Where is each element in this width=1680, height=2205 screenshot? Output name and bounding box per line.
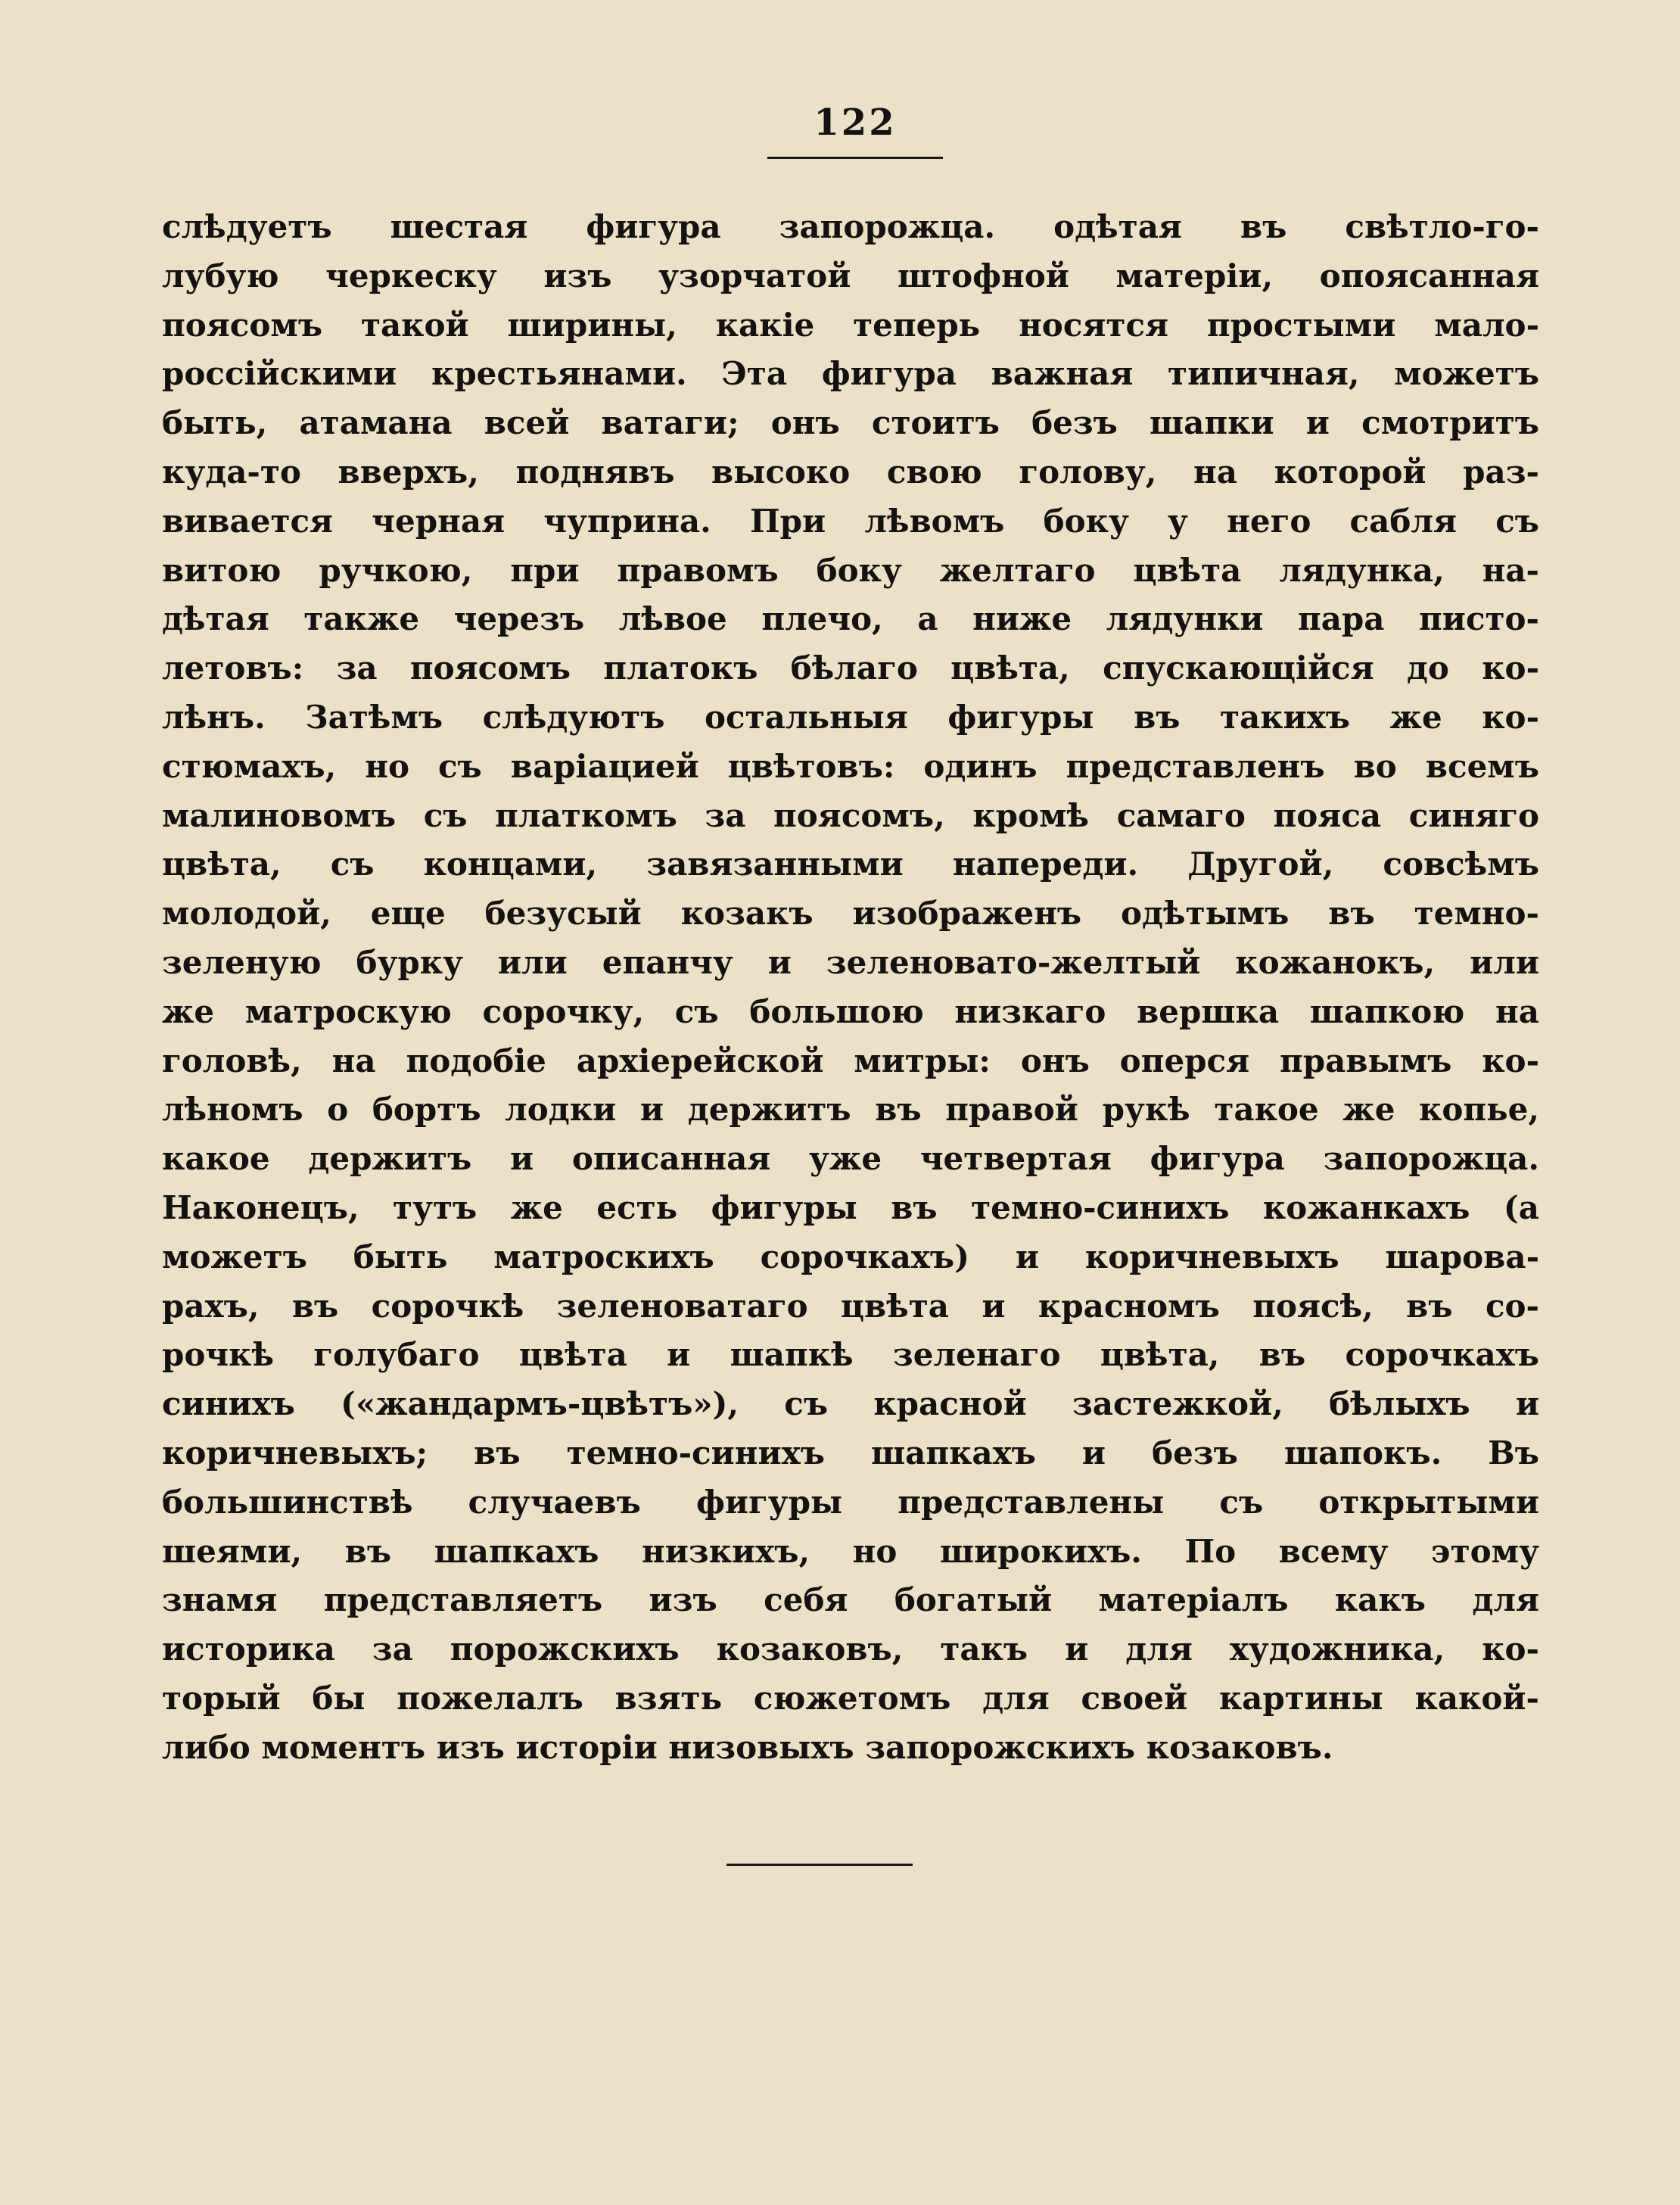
text-line: летовъ: за поясомъ платокъ бѣлаго цвѣта, спускающійся до ко- (162, 649, 1539, 687)
text-line: малиновомъ съ платкомъ за поясомъ, кромѣ самаго пояса синяго (162, 796, 1539, 834)
text-line: либо моментъ изъ исторіи низовыхъ запорожскихъ козаковъ. (162, 1728, 1333, 1766)
header-rule (767, 157, 943, 159)
body-text (162, 203, 1539, 1773)
text-line: лѣномъ о бортъ лодки и держитъ въ правой рукѣ такое же копье, (162, 1091, 1539, 1129)
text-line: какое держитъ и описанная уже четвертая фигура запорожца. (162, 1140, 1539, 1178)
text-line: синихъ («жандармъ-цвѣтъ»), съ красной застежкой, бѣлыхъ и (162, 1385, 1539, 1423)
text-line: зеленую бурку или епанчу и зеленовато-желтый кожанокъ, или (162, 943, 1539, 981)
text-line: торый бы пожелалъ взять сюжетомъ для своей картины какой- (162, 1679, 1539, 1717)
text-line: поясомъ такой ширины, какіе теперь носятся простыми мало- (162, 306, 1539, 344)
text-line: россійскими крестьянами. Эта фигура важная типичная, можетъ (162, 355, 1539, 393)
text-line: большинствѣ случаевъ фигуры представлены съ открытыми (162, 1483, 1539, 1521)
text-line: цвѣта, съ концами, завязанными напереди. Другой, совсѣмъ (162, 846, 1539, 883)
text-line: рахъ, въ сорочкѣ зеленоватаго цвѣта и красномъ поясѣ, въ со- (162, 1287, 1539, 1325)
text-line: историка за порожскихъ козаковъ, такъ и для художника, ко- (162, 1630, 1539, 1668)
text-line: коричневыхъ; въ темно-синихъ шапкахъ и безъ шапокъ. Въ (162, 1434, 1539, 1472)
text-line: слѣдуетъ шестая фигура запорожца. одѣтая въ свѣтло-го- (162, 208, 1539, 245)
text-line: Наконецъ, тутъ же есть фигуры въ темно-синихъ кожанкахъ (а (162, 1188, 1539, 1226)
text-line: молодой, еще безусый козакъ изображенъ одѣтымъ въ темно- (162, 895, 1539, 933)
text-line: куда-то вверхъ, поднявъ высоко свою голову, на которой раз- (162, 453, 1539, 491)
text-line: знамя представляетъ изъ себя богатый матеріалъ какъ для (162, 1581, 1539, 1619)
text-line: стюмахъ, но съ варіацией цвѣтовъ: одинъ представленъ во всемъ (162, 747, 1539, 785)
text-line: витою ручкою, при правомъ боку желтаго цвѣта лядунка, на- (162, 551, 1539, 589)
end-rule (726, 1864, 913, 1866)
text-line: шеями, въ шапкахъ низкихъ, но широкихъ. По всему этому (162, 1532, 1539, 1570)
text-line: рочкѣ голубаго цвѣта и шапкѣ зеленаго цвѣта, въ сорочкахъ (162, 1336, 1539, 1374)
text-line: дѣтая также черезъ лѣвое плечо, а ниже лядунки пара писто- (162, 600, 1539, 638)
page-number: 122 (814, 101, 897, 144)
text-line: лубую черкеску изъ узорчатой штофной матеріи, опоясанная (162, 257, 1539, 294)
text-line: вивается черная чуприна. При лѣвомъ боку у него сабля съ (162, 502, 1539, 540)
text-line: можетъ быть матроскихъ сорочкахъ) и коричневыхъ шарова- (162, 1238, 1539, 1275)
text-line: лѣнъ. Затѣмъ слѣдуютъ остальныя фигуры въ такихъ же ко- (162, 698, 1539, 736)
text-line: головѣ, на подобіе архіерейской митры: онъ оперся правымъ ко- (162, 1042, 1539, 1079)
text-line: же матроскую сорочку, съ большою низкаго вершка шапкою на (162, 992, 1539, 1030)
text-line: быть, атамана всей ватаги; онъ стоитъ безъ шапки и смотритъ (162, 404, 1539, 442)
